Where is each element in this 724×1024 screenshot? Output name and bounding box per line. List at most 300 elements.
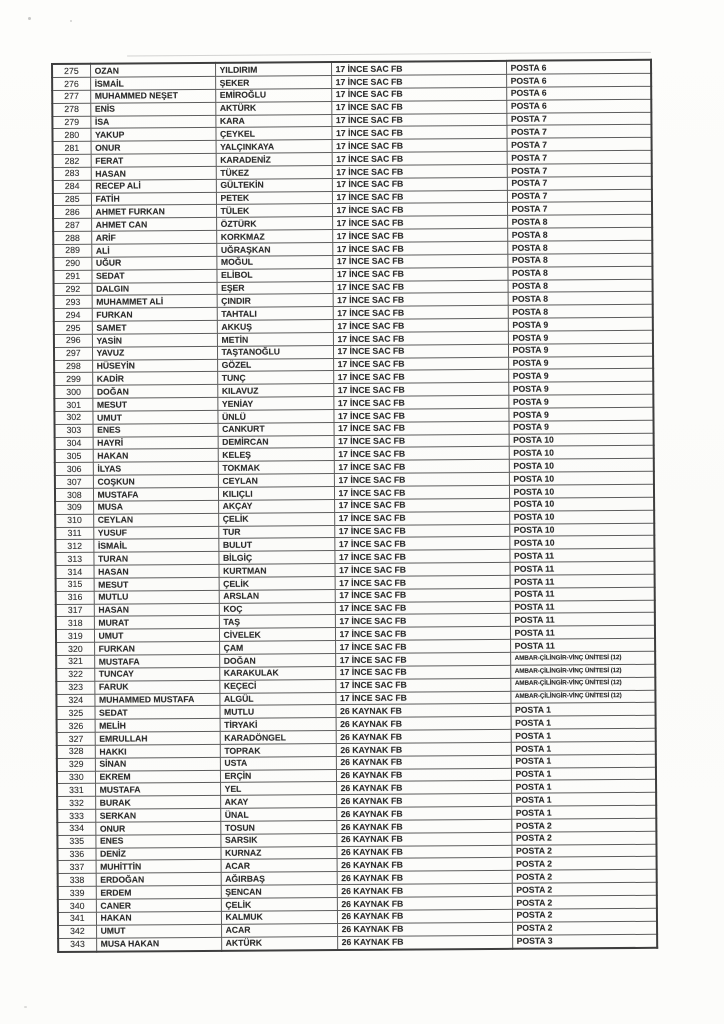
last-name-cell: USTA	[220, 756, 336, 770]
department-cell: 26 KAYNAK FB	[336, 819, 511, 833]
table-row	[58, 934, 657, 952]
row-number-cell: 308	[55, 488, 93, 501]
last-name-cell: CEYLAN	[218, 474, 334, 488]
department-cell: 17 İNCE SAC FB	[331, 87, 506, 101]
first-name-cell: AHMET FURKAN	[91, 205, 216, 219]
posta-cell: POSTA 2	[511, 844, 656, 858]
department-cell: 17 İNCE SAC FB	[333, 395, 508, 409]
last-name-cell: DEMİRCAN	[218, 435, 334, 449]
last-name-cell: SARSIK	[220, 833, 336, 847]
first-name-cell: MUHAMMET ALİ	[92, 295, 217, 309]
row-number-cell: 303	[55, 424, 93, 437]
posta-cell: POSTA 11	[510, 638, 655, 652]
posta-cell: POSTA 9	[508, 343, 653, 357]
posta-cell: POSTA 2	[511, 818, 656, 832]
posta-cell: POSTA 10	[509, 497, 654, 511]
department-cell: 17 İNCE SAC FB	[334, 485, 509, 499]
last-name-cell: TOSUN	[220, 820, 336, 834]
first-name-cell: HASAN	[91, 166, 216, 180]
last-name-cell: AKTÜRK	[221, 936, 337, 951]
first-name-cell: İLYAS	[93, 462, 218, 476]
department-cell: 26 KAYNAK FB	[336, 729, 511, 743]
posta-cell: POSTA 11	[510, 613, 655, 627]
first-name-cell: YASİN	[92, 333, 217, 347]
last-name-cell: ÜNAL	[220, 808, 336, 822]
posta-cell: POSTA 11	[509, 549, 654, 563]
first-name-cell: MUTLU	[94, 590, 219, 604]
posta-cell: POSTA 10	[509, 433, 654, 447]
posta-cell: POSTA 1	[511, 767, 656, 781]
last-name-cell: TOKMAK	[218, 461, 334, 475]
posta-cell: POSTA 10	[509, 523, 654, 537]
last-name-cell: TAŞTANOĞLU	[217, 345, 333, 359]
last-name-cell: KELEŞ	[218, 448, 334, 462]
last-name-cell: TÜLEK	[216, 204, 332, 218]
posta-cell: POSTA 2	[512, 857, 657, 871]
posta-cell: POSTA 8	[507, 266, 652, 280]
last-name-cell: KILAVUZ	[217, 384, 333, 398]
first-name-cell: DENİZ	[95, 847, 220, 861]
row-number-cell: 322	[56, 668, 94, 681]
first-name-cell: DALGIN	[92, 282, 217, 296]
first-name-cell: MUSA HAKAN	[96, 937, 221, 952]
posta-cell: POSTA 7	[507, 138, 652, 152]
last-name-cell: ÜNLÜ	[217, 409, 333, 423]
last-name-cell: AKKUŞ	[217, 320, 333, 334]
department-cell: 17 İNCE SAC FB	[332, 216, 507, 230]
posta-cell: POSTA 2	[512, 870, 657, 884]
department-cell: 17 İNCE SAC FB	[334, 550, 509, 564]
department-cell: 17 İNCE SAC FB	[335, 588, 510, 602]
posta-cell: POSTA 8	[507, 227, 652, 241]
last-name-cell: CANKURT	[218, 422, 334, 436]
first-name-cell: TURAN	[93, 552, 218, 566]
posta-cell: POSTA 1	[511, 741, 656, 755]
row-number-cell: 338	[58, 874, 96, 887]
department-cell: 26 KAYNAK FB	[337, 858, 512, 872]
department-cell: 17 İNCE SAC FB	[334, 511, 509, 525]
department-cell: 17 İNCE SAC FB	[332, 164, 507, 178]
first-name-cell: FARUK	[94, 680, 219, 694]
department-cell: 26 KAYNAK FB	[336, 832, 511, 846]
department-cell: 17 İNCE SAC FB	[333, 280, 508, 294]
department-cell: 17 İNCE SAC FB	[335, 614, 510, 628]
row-number-cell: 290	[53, 257, 91, 270]
row-number-cell: 329	[57, 758, 95, 771]
row-number-cell: 287	[53, 219, 91, 232]
last-name-cell: BİLGİÇ	[218, 551, 334, 565]
last-name-cell: KURTMAN	[219, 564, 335, 578]
row-number-cell: 280	[52, 129, 90, 142]
row-number-cell: 301	[54, 398, 92, 411]
first-name-cell: MESUT	[94, 577, 219, 591]
last-name-cell: CİVELEK	[219, 628, 335, 642]
first-name-cell: ERDEM	[96, 885, 221, 899]
department-cell: 17 İNCE SAC FB	[333, 357, 508, 371]
row-number-cell: 309	[55, 501, 93, 514]
row-number-cell: 320	[56, 642, 94, 655]
department-cell: 17 İNCE SAC FB	[335, 678, 510, 692]
last-name-cell: AĞIRBAŞ	[221, 872, 337, 886]
first-name-cell: SEDAT	[94, 706, 219, 720]
last-name-cell: MOĞUL	[216, 255, 332, 269]
first-name-cell: UMUT	[94, 629, 219, 643]
posta-cell: POSTA 8	[508, 279, 653, 293]
last-name-cell: PETEK	[216, 191, 332, 205]
posta-cell: POSTA 2	[511, 831, 656, 845]
first-name-cell: İSA	[90, 115, 215, 129]
posta-cell: POSTA 11	[510, 574, 655, 588]
first-name-cell: UĞUR	[91, 256, 216, 270]
department-cell: 17 İNCE SAC FB	[332, 254, 507, 268]
row-number-cell: 285	[53, 193, 91, 206]
first-name-cell: YUSUF	[93, 526, 218, 540]
department-cell: 26 KAYNAK FB	[337, 871, 512, 885]
first-name-cell: HAYRİ	[93, 436, 218, 450]
row-number-cell: 282	[53, 154, 91, 167]
posta-cell: AMBAR-ÇİLİNGİR-VİNÇ ÜNİTESİ (12)	[510, 690, 655, 704]
first-name-cell: UMUT	[96, 924, 221, 938]
row-number-cell: 294	[54, 308, 92, 321]
row-number-cell: 299	[54, 373, 92, 386]
first-name-cell: TUNCAY	[94, 667, 219, 681]
posta-cell: POSTA 7	[507, 176, 652, 190]
first-name-cell: OZAN	[90, 63, 215, 77]
last-name-cell: ALGÜL	[219, 692, 335, 706]
posta-cell: POSTA 11	[510, 626, 655, 640]
department-cell: 17 İNCE SAC FB	[332, 203, 507, 217]
posta-cell: POSTA 8	[507, 215, 652, 229]
row-number-cell: 341	[58, 912, 96, 925]
last-name-cell: TÜKEZ	[216, 165, 332, 179]
first-name-cell: ERDOĞAN	[96, 873, 221, 887]
first-name-cell: MELİH	[95, 719, 220, 733]
row-number-cell: 314	[56, 565, 94, 578]
first-name-cell: HAKKI	[95, 744, 220, 758]
department-cell: 17 İNCE SAC FB	[331, 100, 506, 114]
last-name-cell: KURNAZ	[220, 846, 336, 860]
last-name-cell: YENİAY	[217, 397, 333, 411]
first-name-cell: SEDAT	[91, 269, 216, 283]
last-name-cell: KOÇ	[219, 602, 335, 616]
first-name-cell: İSMAİL	[90, 76, 215, 90]
first-name-cell: FURKAN	[92, 308, 217, 322]
posta-cell: POSTA 10	[509, 510, 654, 524]
personnel-shift-table	[51, 59, 658, 953]
row-number-cell: 275	[52, 64, 90, 78]
table-sheet	[51, 59, 658, 953]
first-name-cell: COŞKUN	[93, 475, 218, 489]
posta-cell: POSTA 11	[510, 587, 655, 601]
last-name-cell: BULUT	[218, 538, 334, 552]
last-name-cell: ERÇİN	[220, 769, 336, 783]
first-name-cell: EKREM	[95, 770, 220, 784]
department-cell: 26 KAYNAK FB	[336, 845, 511, 859]
row-number-cell: 288	[53, 231, 91, 244]
last-name-cell: EMİROĞLU	[215, 88, 331, 102]
row-number-cell: 332	[57, 796, 95, 809]
posta-cell: POSTA 8	[507, 253, 652, 267]
last-name-cell: YALÇINKAYA	[216, 140, 332, 154]
posta-cell: POSTA 11	[509, 561, 654, 575]
posta-cell: POSTA 11	[510, 600, 655, 614]
first-name-cell: HAKAN	[96, 911, 221, 925]
department-cell: 17 İNCE SAC FB	[334, 524, 509, 538]
first-name-cell: HASAN	[94, 603, 219, 617]
first-name-cell: ARİF	[91, 230, 216, 244]
posta-cell: POSTA 2	[512, 895, 657, 909]
first-name-cell: ONUR	[95, 821, 220, 835]
department-cell: 17 İNCE SAC FB	[333, 383, 508, 397]
first-name-cell: YAVUZ	[92, 346, 217, 360]
last-name-cell: UĞRAŞKAN	[216, 243, 332, 257]
posta-cell: POSTA 6	[506, 86, 651, 100]
last-name-cell: ÇEYKEL	[215, 127, 331, 141]
last-name-cell: KARADÖNGEL	[220, 731, 336, 745]
last-name-cell: TİRYAKİ	[220, 718, 336, 732]
department-cell: 17 İNCE SAC FB	[335, 601, 510, 615]
last-name-cell: ÇELİK	[221, 898, 337, 912]
first-name-cell: ENES	[95, 834, 220, 848]
posta-cell: POSTA 9	[508, 394, 653, 408]
first-name-cell: ENES	[93, 423, 218, 437]
posta-cell: POSTA 9	[508, 330, 653, 344]
department-cell: 26 KAYNAK FB	[337, 935, 512, 950]
last-name-cell: ÇELİK	[219, 576, 335, 590]
posta-cell: POSTA 10	[509, 446, 654, 460]
first-name-cell: MUSTAFA	[95, 783, 220, 797]
posta-cell: POSTA 6	[506, 60, 651, 75]
first-name-cell: YAKUP	[90, 128, 215, 142]
first-name-cell: SİNAN	[95, 757, 220, 771]
posta-cell: POSTA 8	[507, 240, 652, 254]
last-name-cell: ÇAM	[219, 641, 335, 655]
department-cell: 26 KAYNAK FB	[337, 922, 512, 936]
last-name-cell: KORKMAZ	[216, 230, 332, 244]
posta-cell: AMBAR-ÇİLİNGİR-VİNÇ ÜNİTESİ (12)	[510, 651, 655, 665]
row-number-cell: 313	[55, 552, 93, 565]
first-name-cell: HASAN	[94, 564, 219, 578]
posta-cell: POSTA 9	[508, 369, 653, 383]
last-name-cell: GÖZEL	[217, 358, 333, 372]
last-name-cell: EŞER	[217, 281, 333, 295]
row-number-cell: 334	[57, 822, 95, 835]
posta-cell: POSTA 7	[507, 202, 652, 216]
first-name-cell: MUSA	[93, 500, 218, 514]
row-number-cell: 276	[52, 77, 90, 90]
department-cell: 17 İNCE SAC FB	[334, 434, 509, 448]
first-name-cell: FATİH	[91, 192, 216, 206]
row-number-cell: 304	[55, 437, 93, 450]
department-cell: 17 İNCE SAC FB	[331, 74, 506, 88]
last-name-cell: ÇINDIR	[217, 294, 333, 308]
first-name-cell: FERAT	[91, 153, 216, 167]
row-number-cell: 321	[56, 655, 94, 668]
row-number-cell: 278	[52, 103, 90, 116]
row-number-cell: 333	[57, 809, 95, 822]
row-number-cell: 319	[56, 629, 94, 642]
last-name-cell: KALMUK	[221, 910, 337, 924]
row-number-cell: 307	[55, 475, 93, 488]
row-number-cell: 300	[54, 385, 92, 398]
row-number-cell: 302	[54, 411, 92, 424]
posta-cell: POSTA 2	[512, 908, 657, 922]
personnel-table-body	[52, 60, 657, 952]
posta-cell: POSTA 1	[510, 703, 655, 717]
scan-speck	[70, 20, 72, 22]
first-name-cell: İSMAİL	[93, 539, 218, 553]
department-cell: 26 KAYNAK FB	[336, 781, 511, 795]
row-number-cell: 305	[55, 450, 93, 463]
first-name-cell: FURKAN	[94, 641, 219, 655]
row-number-cell: 317	[56, 604, 94, 617]
first-name-cell: AHMET CAN	[91, 218, 216, 232]
posta-cell: POSTA 6	[506, 99, 651, 113]
row-number-cell: 323	[56, 681, 94, 694]
row-number-cell: 328	[57, 745, 95, 758]
department-cell: 17 İNCE SAC FB	[334, 421, 509, 435]
last-name-cell: KEÇECİ	[219, 679, 335, 693]
department-cell: 17 İNCE SAC FB	[333, 318, 508, 332]
department-cell: 17 İNCE SAC FB	[332, 241, 507, 255]
last-name-cell: ŞENCAN	[221, 885, 337, 899]
posta-cell: POSTA 10	[509, 459, 654, 473]
row-number-cell: 326	[57, 719, 95, 732]
posta-cell: AMBAR-ÇİLİNGİR-VİNÇ ÜNİTESİ (12)	[510, 664, 655, 678]
posta-cell: AMBAR-ÇİLİNGİR-VİNÇ ÜNİTESİ (12)	[510, 677, 655, 691]
row-number-cell: 330	[57, 771, 95, 784]
department-cell: 17 İNCE SAC FB	[331, 61, 506, 76]
last-name-cell: GÜLTEKİN	[216, 178, 332, 192]
department-cell: 17 İNCE SAC FB	[331, 126, 506, 140]
first-name-cell: MURAT	[94, 616, 219, 630]
row-number-cell: 335	[57, 835, 95, 848]
last-name-cell: DOĞAN	[219, 653, 335, 667]
department-cell: 17 İNCE SAC FB	[334, 498, 509, 512]
row-number-cell: 339	[58, 886, 96, 899]
row-number-cell: 291	[53, 270, 91, 283]
first-name-cell: CEYLAN	[93, 513, 218, 527]
row-number-cell: 292	[54, 283, 92, 296]
department-cell: 26 KAYNAK FB	[337, 909, 512, 923]
row-number-cell: 279	[52, 116, 90, 129]
department-cell: 26 KAYNAK FB	[336, 806, 511, 820]
first-name-cell: SAMET	[92, 320, 217, 334]
scan-speck	[24, 1006, 27, 1008]
last-name-cell: ÖZTÜRK	[216, 217, 332, 231]
first-name-cell: MESUT	[92, 397, 217, 411]
department-cell: 26 KAYNAK FB	[336, 768, 511, 782]
department-cell: 17 İNCE SAC FB	[334, 460, 509, 474]
posta-cell: POSTA 1	[511, 715, 656, 729]
row-number-cell: 306	[55, 463, 93, 476]
last-name-cell: KARA	[215, 114, 331, 128]
last-name-cell: ARSLAN	[219, 589, 335, 603]
first-name-cell: ONUR	[91, 141, 216, 155]
first-name-cell: MUHAMMED NEŞET	[90, 89, 215, 103]
first-name-cell: CANER	[96, 898, 221, 912]
posta-cell: POSTA 9	[508, 317, 653, 331]
last-name-cell: TAŞ	[219, 615, 335, 629]
last-name-cell: ÇELİK	[218, 512, 334, 526]
last-name-cell: ACAR	[221, 923, 337, 937]
department-cell: 17 İNCE SAC FB	[334, 447, 509, 461]
posta-cell: POSTA 9	[508, 407, 653, 421]
last-name-cell: ŞEKER	[215, 76, 331, 90]
department-cell: 26 KAYNAK FB	[336, 742, 511, 756]
first-name-cell: MUHAMMED MUSTAFA	[94, 693, 219, 707]
posta-cell: POSTA 3	[512, 934, 657, 949]
first-name-cell: MUHİTTİN	[96, 860, 221, 874]
last-name-cell: TAHTALI	[217, 307, 333, 321]
first-name-cell: HÜSEYİN	[92, 359, 217, 373]
department-cell: 17 İNCE SAC FB	[332, 228, 507, 242]
department-cell: 26 KAYNAK FB	[336, 716, 511, 730]
row-number-cell: 318	[56, 617, 94, 630]
department-cell: 26 KAYNAK FB	[336, 755, 511, 769]
department-cell: 17 İNCE SAC FB	[335, 652, 510, 666]
first-name-cell: ENİS	[90, 102, 215, 116]
department-cell: 17 İNCE SAC FB	[333, 344, 508, 358]
last-name-cell: MUTLU	[219, 705, 335, 719]
last-name-cell: YEL	[220, 782, 336, 796]
first-name-cell: KADİR	[92, 372, 217, 386]
first-name-cell: MUSTAFA	[93, 487, 218, 501]
department-cell: 17 İNCE SAC FB	[332, 139, 507, 153]
last-name-cell: YILDIRIM	[215, 62, 331, 76]
last-name-cell: KARADENİZ	[216, 153, 332, 167]
first-name-cell: EMRULLAH	[95, 731, 220, 745]
row-number-cell: 297	[54, 347, 92, 360]
first-name-cell: HAKAN	[93, 449, 218, 463]
scan-smudge-line	[127, 52, 651, 57]
row-number-cell: 315	[56, 578, 94, 591]
row-number-cell: 342	[58, 925, 96, 938]
row-number-cell: 337	[58, 861, 96, 874]
department-cell: 17 İNCE SAC FB	[335, 639, 510, 653]
row-number-cell: 340	[58, 899, 96, 912]
row-number-cell: 336	[57, 848, 95, 861]
last-name-cell: ELİBOL	[216, 268, 332, 282]
posta-cell: POSTA 6	[506, 73, 651, 87]
posta-cell: POSTA 7	[507, 150, 652, 164]
last-name-cell: KILIÇLI	[218, 487, 334, 501]
last-name-cell: AKAY	[220, 795, 336, 809]
row-number-cell: 293	[54, 296, 92, 309]
department-cell: 17 İNCE SAC FB	[333, 306, 508, 320]
last-name-cell: ACAR	[221, 859, 337, 873]
scan-speck	[28, 17, 31, 20]
department-cell: 17 İNCE SAC FB	[335, 627, 510, 641]
last-name-cell: TUNÇ	[217, 371, 333, 385]
posta-cell: POSTA 8	[508, 304, 653, 318]
row-number-cell: 286	[53, 206, 91, 219]
posta-cell: POSTA 8	[508, 292, 653, 306]
department-cell: 17 İNCE SAC FB	[335, 665, 510, 679]
last-name-cell: METİN	[217, 332, 333, 346]
row-number-cell: 316	[56, 591, 94, 604]
posta-cell: POSTA 10	[509, 471, 654, 485]
posta-cell: POSTA 1	[511, 754, 656, 768]
first-name-cell: BURAK	[95, 796, 220, 810]
last-name-cell: AKÇAY	[218, 499, 334, 513]
row-number-cell: 281	[53, 141, 91, 154]
last-name-cell: KARAKULAK	[219, 666, 335, 680]
row-number-cell: 312	[55, 540, 93, 553]
department-cell: 17 İNCE SAC FB	[333, 408, 508, 422]
department-cell: 17 İNCE SAC FB	[333, 370, 508, 384]
department-cell: 26 KAYNAK FB	[335, 704, 510, 718]
